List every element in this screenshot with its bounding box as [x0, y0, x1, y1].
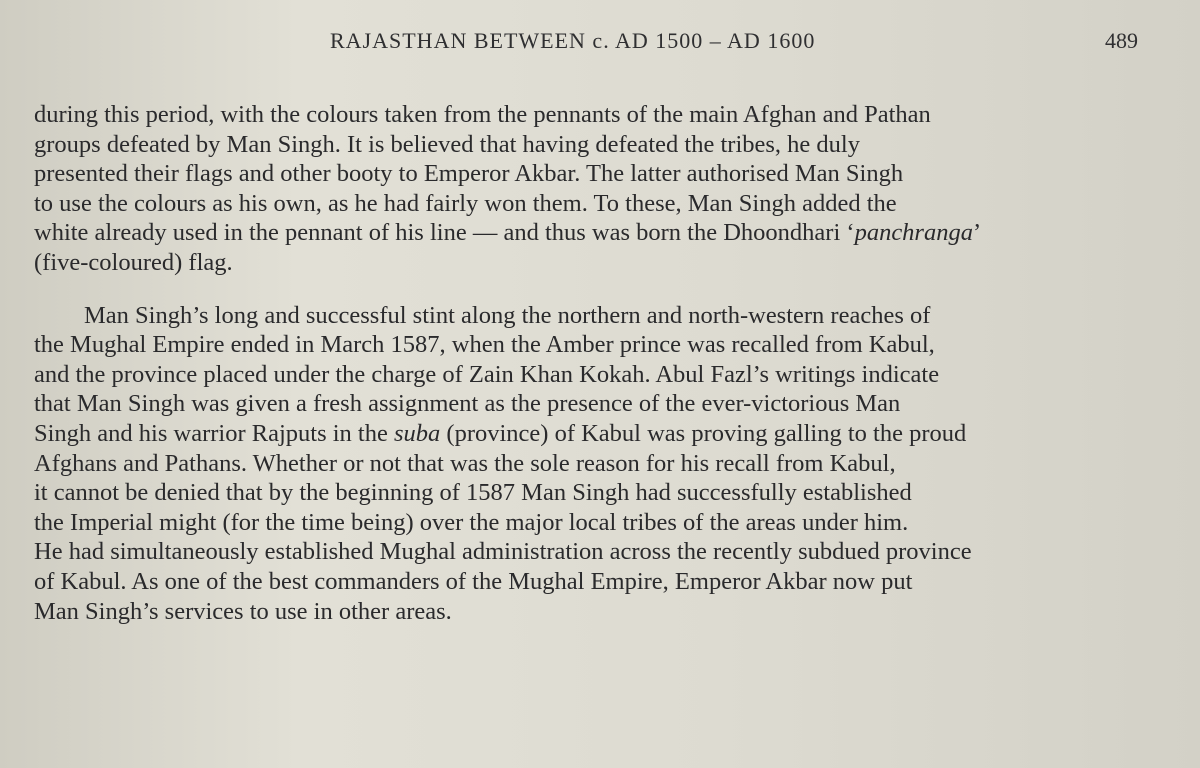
text-line: the Imperial might (for the time being) over the major local tribes of the areas under him.: [34, 508, 909, 536]
text-span: (province) of Kabul was proving galling to the proud: [440, 419, 967, 447]
text-line: Afghans and Pathans. Whether or not that was the sole reason for his recall from Kabul,: [34, 449, 896, 477]
text-line: during this period, with the colours taken from the pennants of the main Afghan and Pathan: [34, 101, 931, 128]
text-line: groups defeated by Man Singh. It is believed that having defeated the tribes, he duly: [34, 130, 860, 158]
page-number: 489: [1105, 28, 1138, 53]
text-line: presented their flags and other booty to Emperor Akbar. The latter authorised Man Singh: [34, 160, 904, 188]
text-line: to use the colours as his own, as he had fairly won them. To these, Man Singh added the: [34, 189, 897, 217]
text-line: Man Singh’s long and successful stint along the northern and north-western reaches of: [84, 301, 931, 329]
text-line: [34, 218, 1184, 248]
text-line: the Mughal Empire ended in March 1587, when the Amber prince was recalled from Kabul,: [34, 331, 935, 359]
text-line: and the province placed under the charge of Zain Khan Kokah. Abul Fazl’s writings indicate: [34, 360, 940, 388]
text-line: Man Singh’s services to use in other areas.: [34, 597, 452, 625]
body-text: [34, 100, 1184, 626]
text-line: [34, 419, 1184, 449]
text-span: ’: [972, 219, 982, 247]
italic-term: suba: [393, 419, 441, 447]
paragraph: [34, 100, 1184, 278]
paragraph: [34, 301, 1184, 627]
text-line: (five-coloured) flag.: [34, 248, 233, 276]
text-line: it cannot be denied that by the beginning of 1587 Man Singh had successfully established: [34, 479, 912, 507]
running-head: [0, 22, 1200, 62]
text-span: white already used in the pennant of his line — and thus was born the Dhoondhari ‘: [34, 219, 855, 247]
running-title: RAJASTHAN BETWEEN c. AD 1500 – AD 1600: [330, 28, 816, 53]
text-line: that Man Singh was given a fresh assignment as the presence of the ever-victorious Man: [34, 390, 901, 418]
text-line: of Kabul. As one of the best commanders of the Mughal Empire, Emperor Akbar now put: [34, 567, 913, 595]
text-span: Singh and his warrior Rajputs in the: [34, 419, 394, 447]
text-line: He had simultaneously established Mughal administration across the recently subdued province: [34, 538, 972, 566]
italic-term: panchranga: [854, 219, 973, 247]
